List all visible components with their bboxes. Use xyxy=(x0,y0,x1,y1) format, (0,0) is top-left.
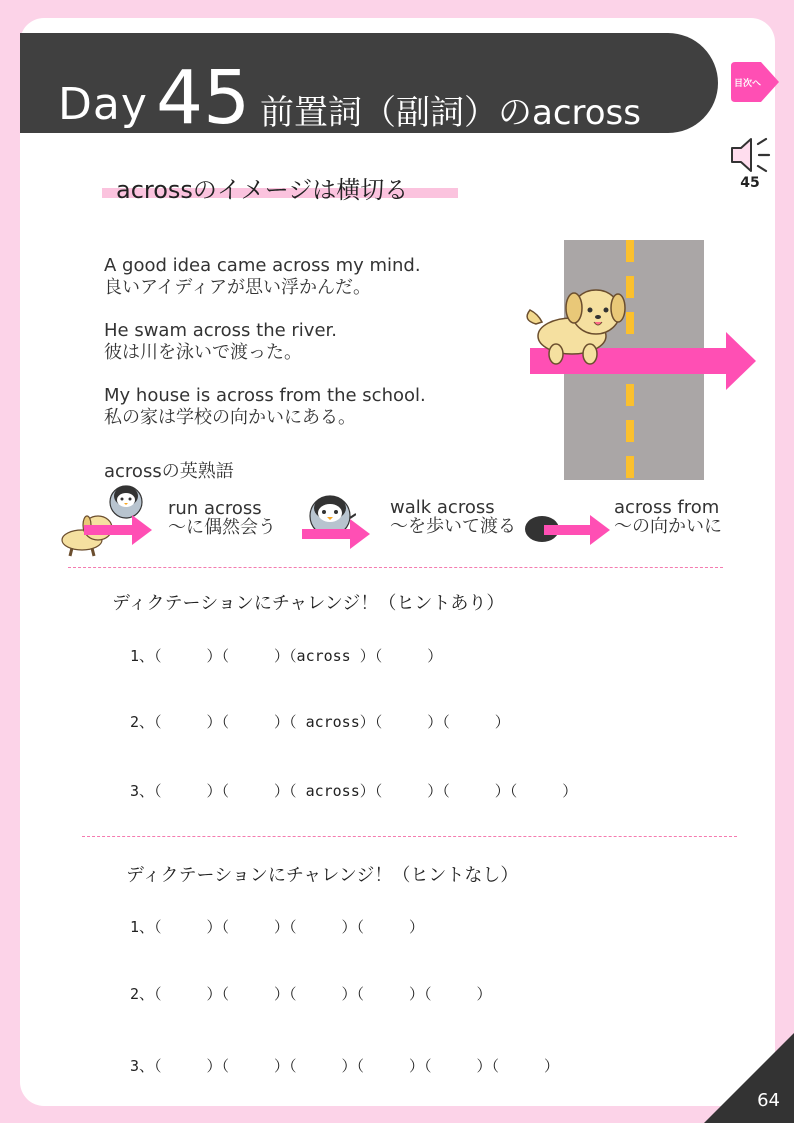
example-2-ja: 彼は川を泳いで渡った。 xyxy=(104,342,302,363)
page-corner xyxy=(704,1033,794,1123)
dictation-nohint-heading: ディクテーションにチャレンジ！（ヒントなし） xyxy=(126,865,519,886)
example-1-ja: 良いアイディアが思い浮かんだ。 xyxy=(104,277,371,298)
divider xyxy=(68,567,723,568)
lesson-title: 前置詞（副詞）のacross xyxy=(260,93,641,133)
example-3-ja: 私の家は学校の向かいにある。 xyxy=(104,407,356,428)
page-number: 64 xyxy=(757,1090,780,1111)
arrow-right-icon xyxy=(544,515,610,545)
idiom-2-ja: 〜を歩いて渡る xyxy=(390,516,516,537)
section-heading: acrossのイメージは横切る xyxy=(116,176,409,204)
divider xyxy=(82,836,737,837)
dictation-hint-row-2[interactable]: 2、（ ）（ ）（ across）（ ）（ ） xyxy=(130,713,510,731)
example-1 xyxy=(104,255,421,299)
toc-label[interactable]: 目次へ xyxy=(734,79,762,89)
dictation-nohint-row-1[interactable]: 1、（ ）（ ）（ ）（ ） xyxy=(130,918,425,936)
dictation-hint-row-1[interactable]: 1、（ ）（ ）（across ）（ ） xyxy=(130,647,443,665)
day-label: Day xyxy=(58,79,148,130)
page-sheet xyxy=(20,18,775,1106)
speaker-icon[interactable] xyxy=(729,136,775,174)
arrow-right-icon xyxy=(84,515,152,545)
idiom-3-en: across from xyxy=(614,497,720,518)
audio-track-number: 45 xyxy=(740,175,760,191)
penguin-illustration xyxy=(106,480,146,520)
day-number: 45 xyxy=(156,55,251,141)
dictation-hint-heading: ディクテーションにチャレンジ！（ヒントあり） xyxy=(112,593,505,614)
example-1-en: A good idea came across my mind. xyxy=(104,255,421,276)
idiom-3-ja: 〜の向かいに xyxy=(614,516,722,537)
dictation-hint-row-3[interactable]: 3、（ ）（ ）（ across）（ ）（ ）（ ） xyxy=(130,782,578,800)
dictation-nohint-row-2[interactable]: 2、（ ）（ ）（ ）（ ）（ ） xyxy=(130,985,492,1003)
example-2 xyxy=(104,320,337,364)
idiom-2 xyxy=(390,498,516,536)
idiom-2-en: walk across xyxy=(390,497,495,518)
idioms-heading: acrossの英熟語 xyxy=(104,461,234,482)
example-3-en: My house is across from the school. xyxy=(104,385,426,406)
idiom-3 xyxy=(614,498,722,536)
idiom-1-ja: 〜に偶然会う xyxy=(168,517,276,538)
idiom-1 xyxy=(168,499,276,537)
dictation-nohint-row-3[interactable]: 3、（ ）（ ）（ ）（ ）（ ）（ ） xyxy=(130,1057,560,1075)
dog-illustration xyxy=(520,280,630,370)
example-3 xyxy=(104,385,426,429)
arrow-right-icon xyxy=(302,519,370,549)
example-2-en: He swam across the river. xyxy=(104,320,337,341)
title-bar xyxy=(20,33,718,141)
idiom-1-en: run across xyxy=(168,498,262,519)
